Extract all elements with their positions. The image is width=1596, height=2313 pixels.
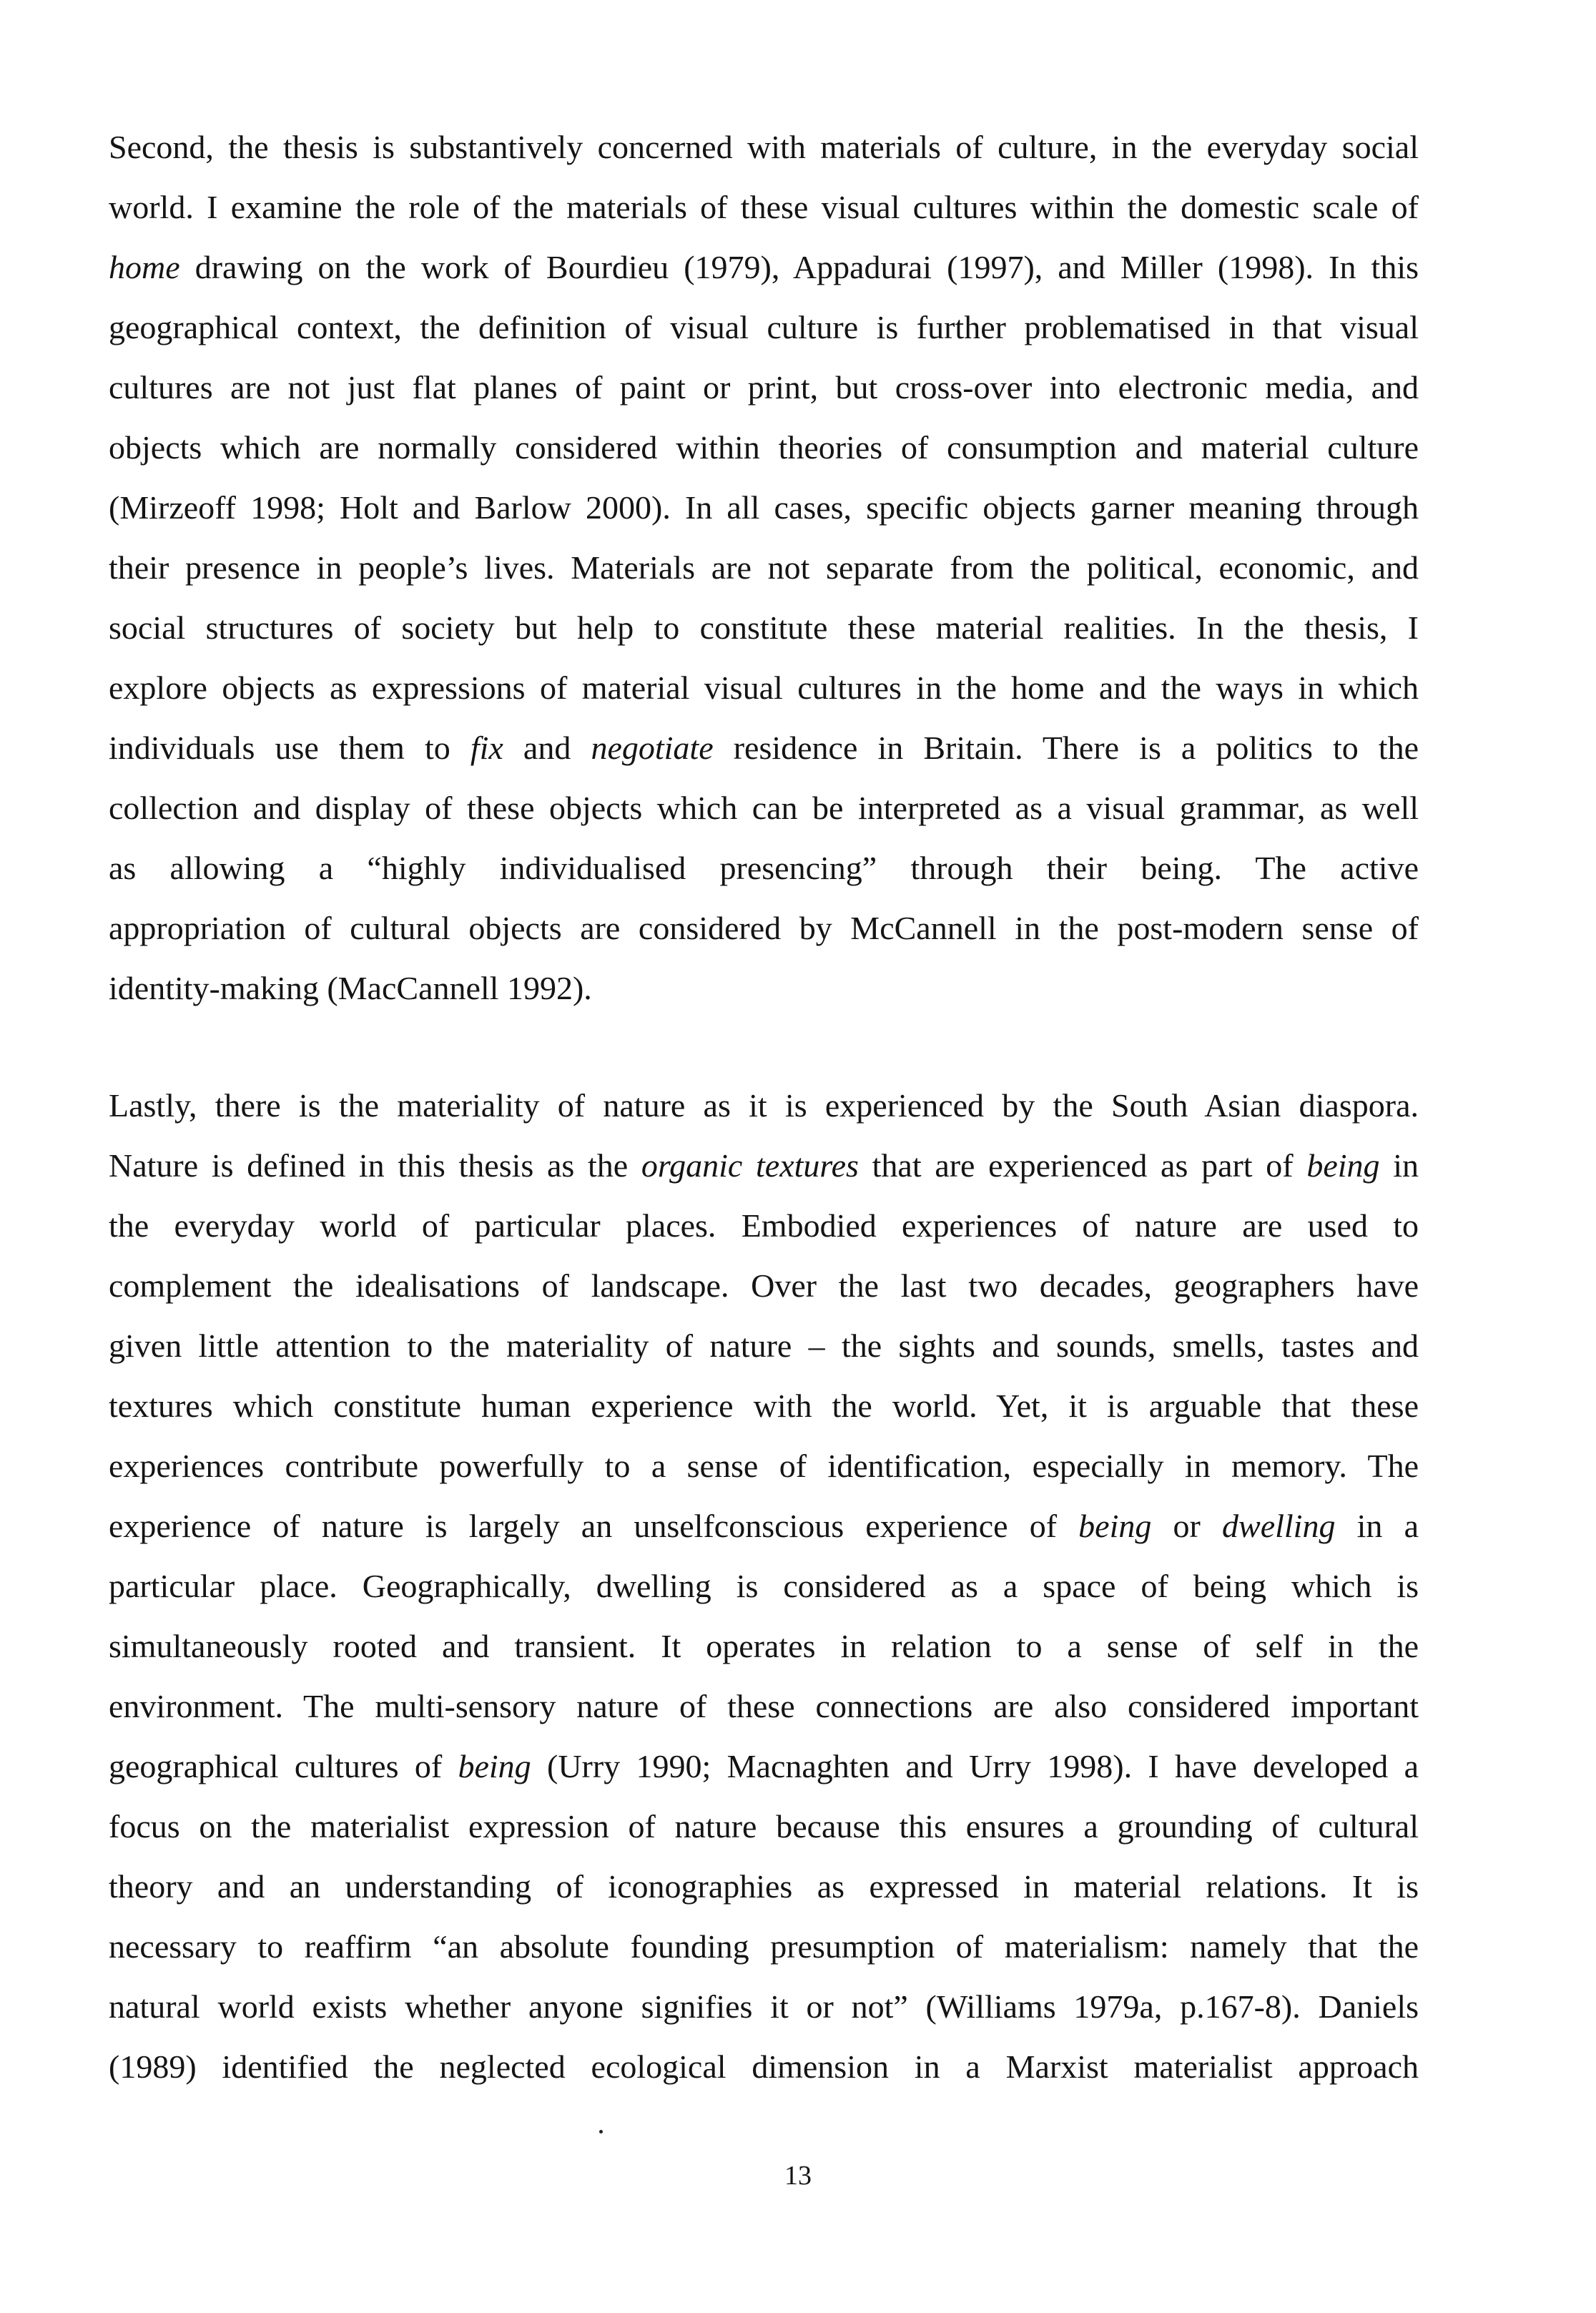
text-line xyxy=(109,117,1419,177)
text-run: collection and display of these objects which can be interpreted as a visual grammar, as well xyxy=(109,790,1419,826)
text-run: appropriation of cultural objects are considered by McCannell in the post-modern sense of xyxy=(109,910,1419,946)
text-line xyxy=(109,1917,1419,1977)
text-line xyxy=(109,418,1419,478)
text-run: world. I examine the role of the materials of these visual cultures within the domestic scale of xyxy=(109,189,1419,225)
text-run: Nature is defined in this thesis as the xyxy=(109,1147,641,1184)
text-line xyxy=(109,1737,1419,1797)
text-line xyxy=(109,1857,1419,1917)
text-run: natural world exists whether anyone signifies it or not” (Williams 1979a, p.167-8). Daniels xyxy=(109,1988,1419,2025)
text-line xyxy=(109,1496,1419,1556)
text-line xyxy=(109,718,1419,778)
paragraph-visual-cultures xyxy=(109,117,1419,1018)
text-line xyxy=(109,1676,1419,1737)
italic-term: organic textures xyxy=(641,1147,859,1184)
scan-speck xyxy=(599,2130,603,2133)
text-run: objects which are normally considered within theories of consumption and material culture xyxy=(109,429,1419,466)
text-run: environment. The multi-sensory nature of these connections are also considered important xyxy=(109,1688,1419,1724)
text-run: Second, the thesis is substantively concerned with materials of culture, in the everyday social xyxy=(109,129,1419,165)
text-line xyxy=(109,2037,1419,2097)
text-run: textures which constitute human experience with the world. Yet, it is arguable that these xyxy=(109,1388,1419,1424)
text-run: identity-making (MacCannell 1992). xyxy=(109,970,592,1006)
text-run: in xyxy=(1379,1147,1419,1184)
italic-term: negotiate xyxy=(591,730,714,766)
text-line xyxy=(109,1977,1419,2037)
text-run: that are experienced as part of xyxy=(858,1147,1307,1184)
text-run: geographical context, the definition of visual culture is further problematised in that visual xyxy=(109,309,1419,345)
text-line xyxy=(109,177,1419,237)
text-run: the everyday world of particular places. Embodied experiences of nature are used to xyxy=(109,1207,1419,1244)
text-line xyxy=(109,598,1419,658)
text-line xyxy=(109,538,1419,598)
text-run: complement the idealisations of landscape. Over the last two decades, geographers have xyxy=(109,1267,1419,1304)
text-line xyxy=(109,1076,1419,1136)
text-run: Lastly, there is the materiality of nature as it is experienced by the South Asian diaspora. xyxy=(109,1087,1419,1124)
text-line xyxy=(109,1196,1419,1256)
text-run: or xyxy=(1151,1508,1223,1544)
text-line xyxy=(109,358,1419,418)
text-run: particular place. Geographically, dwelling is considered as a space of being which is xyxy=(109,1568,1419,1604)
text-line xyxy=(109,778,1419,838)
text-run: their presence in people’s lives. Materials are not separate from the political, economic, and xyxy=(109,549,1419,586)
text-run: in a xyxy=(1335,1508,1419,1544)
text-run: focus on the materialist expression of nature because this ensures a grounding of cultural xyxy=(109,1808,1419,1845)
text-line xyxy=(109,237,1419,298)
italic-term: being xyxy=(1078,1508,1152,1544)
text-run: individuals use them to xyxy=(109,730,471,766)
text-line xyxy=(109,1256,1419,1316)
text-line xyxy=(109,1316,1419,1376)
text-run: explore objects as expressions of material visual cultures in the home and the ways in which xyxy=(109,669,1419,706)
text-run: (Mirzeoff 1998; Holt and Barlow 2000). In all cases, specific objects garner meaning through xyxy=(109,489,1419,526)
text-run: (Urry 1990; Macnaghten and Urry 1998). I have developed a xyxy=(531,1748,1419,1784)
text-run: cultures are not just flat planes of paint or print, but cross-over into electronic media, and xyxy=(109,369,1419,406)
italic-term: dwelling xyxy=(1222,1508,1336,1544)
text-line xyxy=(109,298,1419,358)
text-run: social structures of society but help to constitute these material realities. In the thesis, I xyxy=(109,609,1419,646)
text-run: experience of nature is largely an unselfconscious experience of xyxy=(109,1508,1079,1544)
text-line xyxy=(109,898,1419,958)
text-line xyxy=(109,1797,1419,1857)
text-line xyxy=(109,1436,1419,1496)
text-line xyxy=(109,958,1419,1018)
text-run: and xyxy=(503,730,591,766)
text-line xyxy=(109,1616,1419,1676)
text-run: experiences contribute powerfully to a sense of identification, especially in memory. The xyxy=(109,1448,1419,1484)
text-run: residence in Britain. There is a politics to the xyxy=(713,730,1419,766)
text-run: geographical cultures of xyxy=(109,1748,458,1784)
italic-term: being xyxy=(458,1748,531,1784)
page-number: 13 xyxy=(784,2161,812,2191)
text-run: simultaneously rooted and transient. It operates in relation to a sense of self in the xyxy=(109,1628,1419,1664)
text-line xyxy=(109,1376,1419,1436)
text-run: as allowing a “highly individualised presencing” through their being. The active xyxy=(109,850,1419,886)
italic-term: fix xyxy=(470,730,503,766)
text-line xyxy=(109,478,1419,538)
text-run: given little attention to the materiality of nature – the sights and sounds, smells, tastes and xyxy=(109,1327,1419,1364)
text-line xyxy=(109,838,1419,898)
text-run: drawing on the work of Bourdieu (1979), Appadurai (1997), and Miller (1998). In this xyxy=(179,249,1419,285)
italic-term: being xyxy=(1306,1147,1380,1184)
text-run: necessary to reaffirm “an absolute founding presumption of materialism: namely that the xyxy=(109,1928,1419,1965)
text-line xyxy=(109,658,1419,718)
text-line xyxy=(109,1556,1419,1616)
paragraph-materiality-of-nature xyxy=(109,1076,1419,2097)
text-run: theory and an understanding of iconographies as expressed in material relations. It is xyxy=(109,1868,1419,1905)
text-line xyxy=(109,1136,1419,1196)
text-run: (1989) identified the neglected ecological dimension in a Marxist materialist approach xyxy=(109,2048,1419,2085)
italic-term: home xyxy=(109,249,180,285)
